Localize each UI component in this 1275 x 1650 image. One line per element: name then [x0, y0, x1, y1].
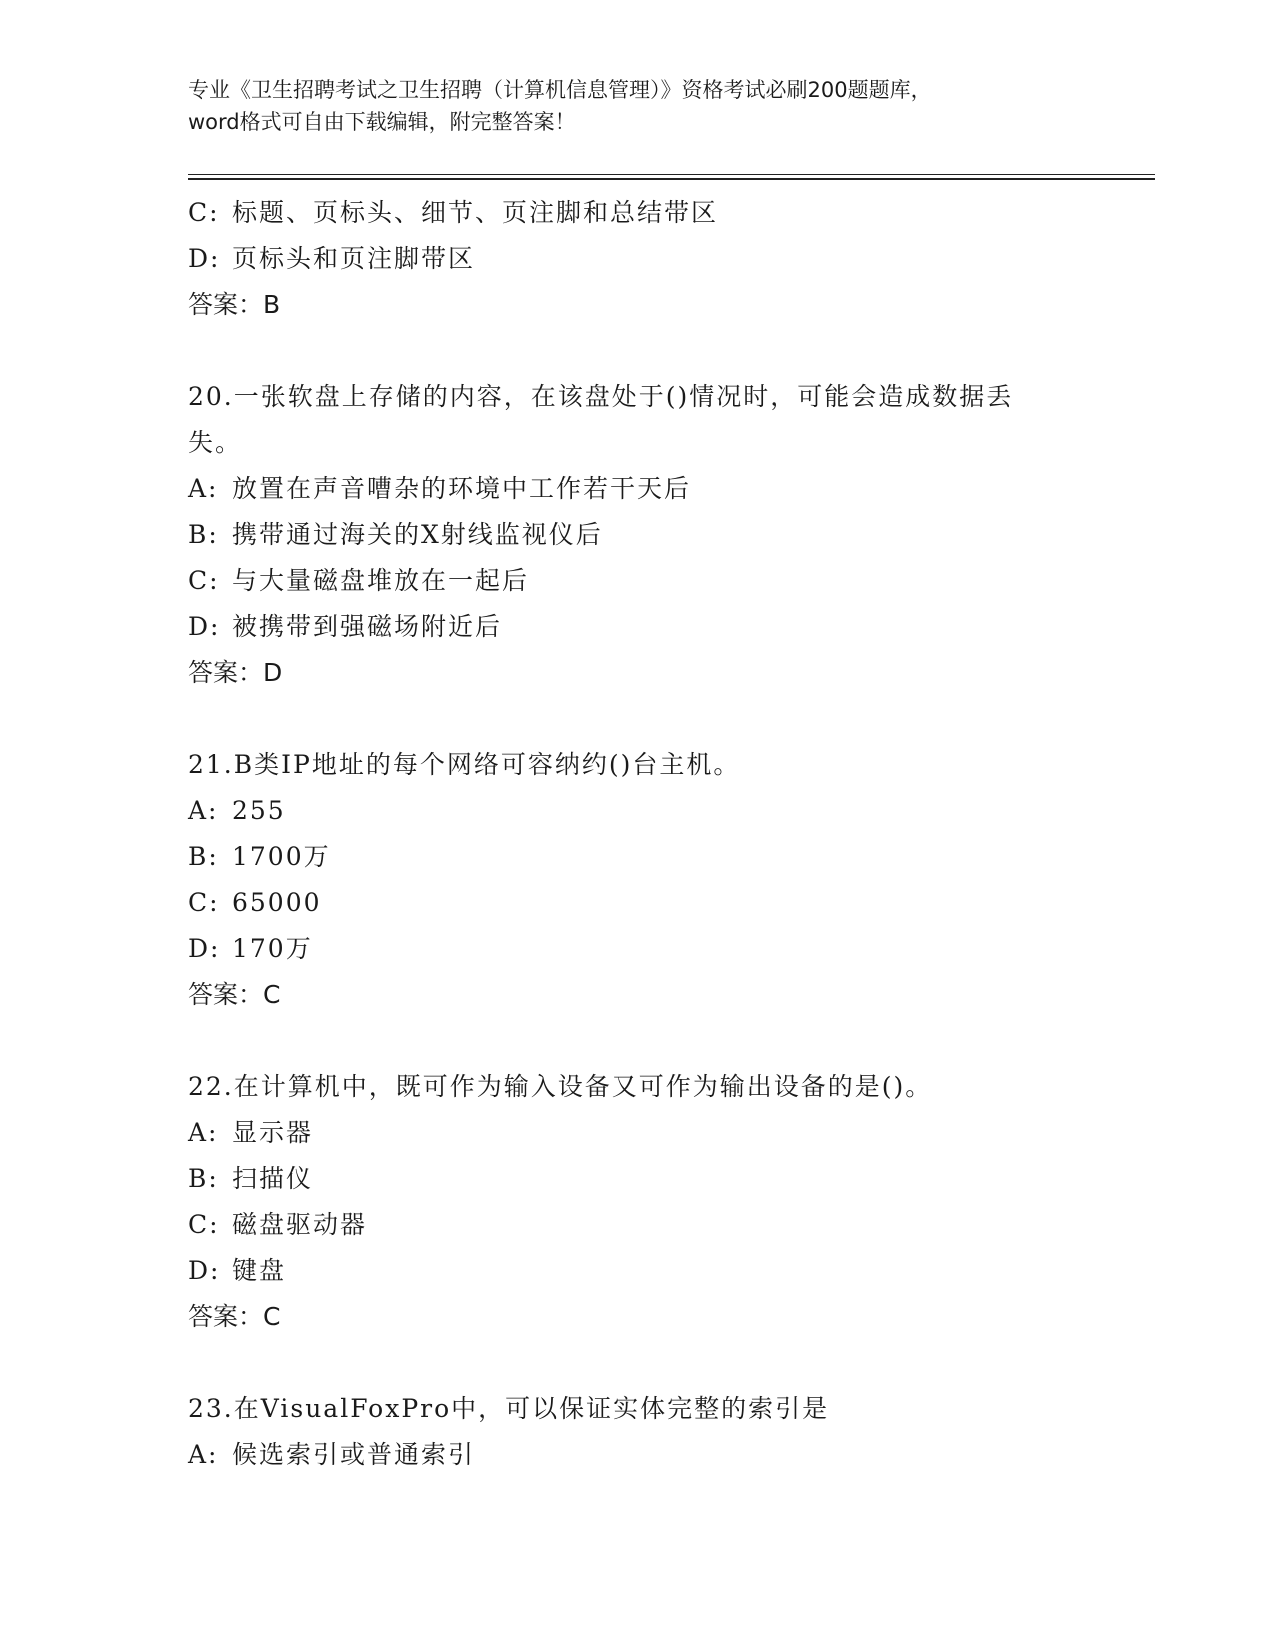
option-row [188, 1202, 1088, 1248]
option-row [188, 880, 1088, 926]
spacer [188, 1340, 1088, 1386]
spacer [188, 328, 1088, 374]
option-label: D: [188, 1256, 221, 1285]
option-label: D: [188, 934, 221, 963]
option-row [188, 834, 1088, 880]
option-text: 与大量磁盘堆放在一起后 [232, 566, 530, 595]
option-row [188, 466, 1088, 512]
option-label: A: [188, 1118, 219, 1147]
option-text: 放置在声音嘈杂的环境中工作若干天后 [232, 474, 692, 503]
option-label: B: [188, 1164, 219, 1193]
option-row [188, 1248, 1088, 1294]
option-label: C: [188, 888, 220, 917]
option-row [188, 1110, 1088, 1156]
option-text: 显示器 [232, 1118, 314, 1147]
header-title-line-1: 专业《卫生招聘考试之卫生招聘（计算机信息管理）》资格考试必刷200题题库， [188, 78, 932, 102]
option-text: 页标头和页注脚带区 [232, 244, 476, 273]
question-23-stem: 23.在VisualFoxPro中，可以保证实体完整的索引是 [188, 1394, 830, 1423]
option-label: A: [188, 796, 219, 825]
question-20-stem-line-1: 20.一张软盘上存储的内容，在该盘处于()情况时，可能会造成数据丢 [188, 382, 1014, 411]
option-row [188, 1156, 1088, 1202]
question-22-stem: 22.在计算机中，既可作为输入设备又可作为输出设备的是()。 [188, 1072, 933, 1101]
option-row [188, 926, 1088, 972]
answer-line: 答案：C [188, 1302, 281, 1331]
option-text: 磁盘驱动器 [232, 1210, 368, 1239]
option-row [188, 604, 1088, 650]
question-list [188, 190, 1088, 1478]
option-label: C: [188, 198, 220, 227]
answer-line: 答案：D [188, 658, 283, 687]
spacer [188, 696, 1088, 742]
spacer [188, 1018, 1088, 1064]
option-text: 被携带到强磁场附近后 [232, 612, 503, 641]
option-row [188, 190, 1088, 236]
option-label: C: [188, 1210, 220, 1239]
option-text: 扫描仪 [232, 1164, 314, 1193]
option-text: 255 [232, 796, 286, 825]
option-row [188, 236, 1088, 282]
option-text: 键盘 [232, 1256, 287, 1285]
option-text: 170万 [232, 934, 313, 963]
header-title-line-2: word格式可自由下载编辑，附完整答案！ [188, 110, 576, 134]
question-21-stem: 21.B类IP地址的每个网络可容纳约()台主机。 [188, 750, 741, 779]
option-label: D: [188, 612, 221, 641]
option-label: B: [188, 520, 219, 549]
option-label: A: [188, 1440, 219, 1469]
document-header [188, 74, 1088, 138]
option-text: 携带通过海关的X射线监视仪后 [232, 520, 603, 549]
header-divider-thick [188, 178, 1155, 180]
option-label: C: [188, 566, 220, 595]
option-row [188, 1432, 1088, 1478]
option-text: 65000 [232, 888, 322, 917]
option-row [188, 512, 1088, 558]
option-label: D: [188, 244, 221, 273]
header-divider-thin [188, 174, 1155, 175]
option-label: B: [188, 842, 219, 871]
answer-line: 答案：B [188, 290, 281, 319]
option-text: 标题、页标头、细节、页注脚和总结带区 [232, 198, 719, 227]
answer-line: 答案：C [188, 980, 281, 1009]
question-20-stem-line-2: 失。 [188, 428, 243, 457]
option-text: 1700万 [232, 842, 331, 871]
option-text: 候选索引或普通索引 [232, 1440, 476, 1469]
option-label: A: [188, 474, 219, 503]
option-row [188, 558, 1088, 604]
option-row [188, 788, 1088, 834]
